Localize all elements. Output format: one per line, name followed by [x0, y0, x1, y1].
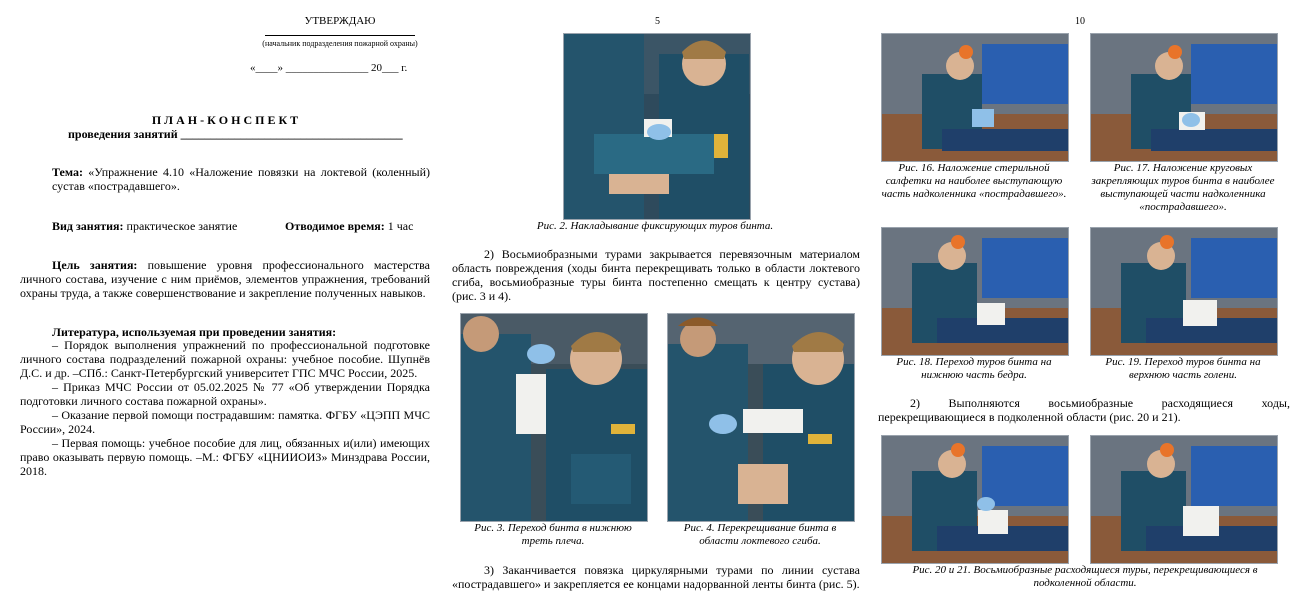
- document-page-1: [0, 0, 440, 615]
- theme-text: «Упражнение 4.10 «Наложение повязки на локтевой (коленный) сустав «пострадавшего».: [52, 165, 430, 193]
- figure-2-caption: Рис. 2. Накладывание фиксирующих туров бинта.: [536, 220, 774, 232]
- theme-label: Тема:: [52, 165, 83, 179]
- figure-17-caption: Рис. 17. Наложение круговых закрепляющих туров бинта в наиболее выступающей части надколенника «пострадавшего».: [1091, 162, 1275, 213]
- figure-21-photo: [1090, 435, 1278, 564]
- page-number: 5: [655, 16, 660, 27]
- doc-title: П Л А Н - К О Н С П Е К Т: [151, 113, 299, 127]
- approve-date-line: «____» _______________ 20___ г.: [250, 62, 408, 74]
- goal-paragraph: [20, 258, 430, 300]
- document-page-3: [870, 0, 1300, 615]
- literature-item: – Порядок выполнения упражнений по профессиональной подготовке личного состава подразделений пожарной охраны: учебное пособие. Шупнёв Д.С. и др. –СПб.: Санкт-Петербургский университет ГПС МЧС России, 2025.: [20, 338, 430, 380]
- paragraph-3: 3) Заканчивается повязка циркулярными турами по линии сустава «пострадавшего» и закрепляется ее концами надорванной ленты бинта (рис. 5).: [452, 563, 860, 591]
- kind-text: практическое занятие: [123, 219, 238, 233]
- goal-label: Цель занятия:: [52, 258, 138, 272]
- figure-2-photo: [563, 33, 751, 220]
- paragraph-2: 2) Выполняются восьмиобразные расходящиеся ходы, перекрещивающиеся в подколенной области (рис. 20 и 21).: [878, 396, 1290, 424]
- approve-label: УТВЕРЖДАЮ: [304, 15, 376, 27]
- figure-19-caption: Рис. 19. Переход туров бинта на верхнюю часть голени.: [1105, 356, 1261, 381]
- figure-20-21-caption: Рис. 20 и 21. Восьмиобразные расходящиеся туры, перекрещивающиеся в подколенной области.: [912, 564, 1258, 589]
- paragraph-2: 2) Восьмиобразными турами закрывается перевязочным материалом область повреждения (ходы бинта перекрещивать только в области локтевого сгиба, восьмиобразные туры бинта постепенно смещать к центру сустава) (рис. 3 и 4).: [452, 247, 860, 303]
- page-number: 10: [1075, 16, 1085, 27]
- theme-paragraph: [52, 165, 430, 193]
- document-page-2: [440, 0, 870, 615]
- doc-subtitle: проведения занятий _____________________________________: [68, 127, 403, 141]
- time-label: Отводимое время:: [285, 219, 385, 233]
- approve-subtitle: (начальник подразделения пожарной охраны): [262, 39, 418, 48]
- figure-3-photo: [460, 313, 648, 522]
- literature-item: – Оказание первой помощи пострадавшим: памятка. ФГБУ «ЦЭПП МЧС России», 2024.: [20, 408, 430, 436]
- figure-20-photo: [881, 435, 1069, 564]
- literature-item: – Приказ МЧС России от 05.02.2025 № 77 «Об утверждении Порядка подготовки личного состава пожарной охраны».: [20, 380, 430, 408]
- literature-item: – Первая помощь: учебное пособие для лиц, обязанных и(или) имеющих право оказывать первую помощь. –М.: ФГБУ «ЦНИИОИЗ» Минздрава России, 2018.: [20, 436, 430, 478]
- time-paragraph: [285, 219, 435, 233]
- approve-signature-line: [265, 35, 415, 36]
- figure-16-photo: [881, 33, 1069, 162]
- figure-4-photo: [667, 313, 855, 522]
- figure-19-photo: [1090, 227, 1278, 356]
- kind-paragraph: [52, 219, 272, 233]
- figure-17-photo: [1090, 33, 1278, 162]
- literature-list: [20, 338, 430, 478]
- kind-label: Вид занятия:: [52, 219, 124, 233]
- figure-18-caption: Рис. 18. Переход туров бинта на нижнюю часть бедра.: [896, 356, 1052, 381]
- figure-18-photo: [881, 227, 1069, 356]
- figure-4-caption: Рис. 4. Перекрещивание бинта в области локтевого сгиба.: [683, 522, 837, 547]
- literature-heading: Литература, используемая при проведении занятия:: [52, 325, 337, 339]
- time-text: 1 час: [384, 219, 414, 233]
- figure-3-caption: Рис. 3. Переход бинта в нижнюю треть плеча.: [474, 522, 632, 547]
- goal-text: повышение уровня профессионального мастерства личного состава, изучение с ним приёмов, элементов упражнения, требований охраны труда, а также совершенствование и закрепление полученных навыков.: [20, 258, 431, 300]
- figure-16-caption: Рис. 16. Наложение стерильной салфетки на наиболее выступающую часть надколенника «пострадавшего».: [881, 162, 1067, 200]
